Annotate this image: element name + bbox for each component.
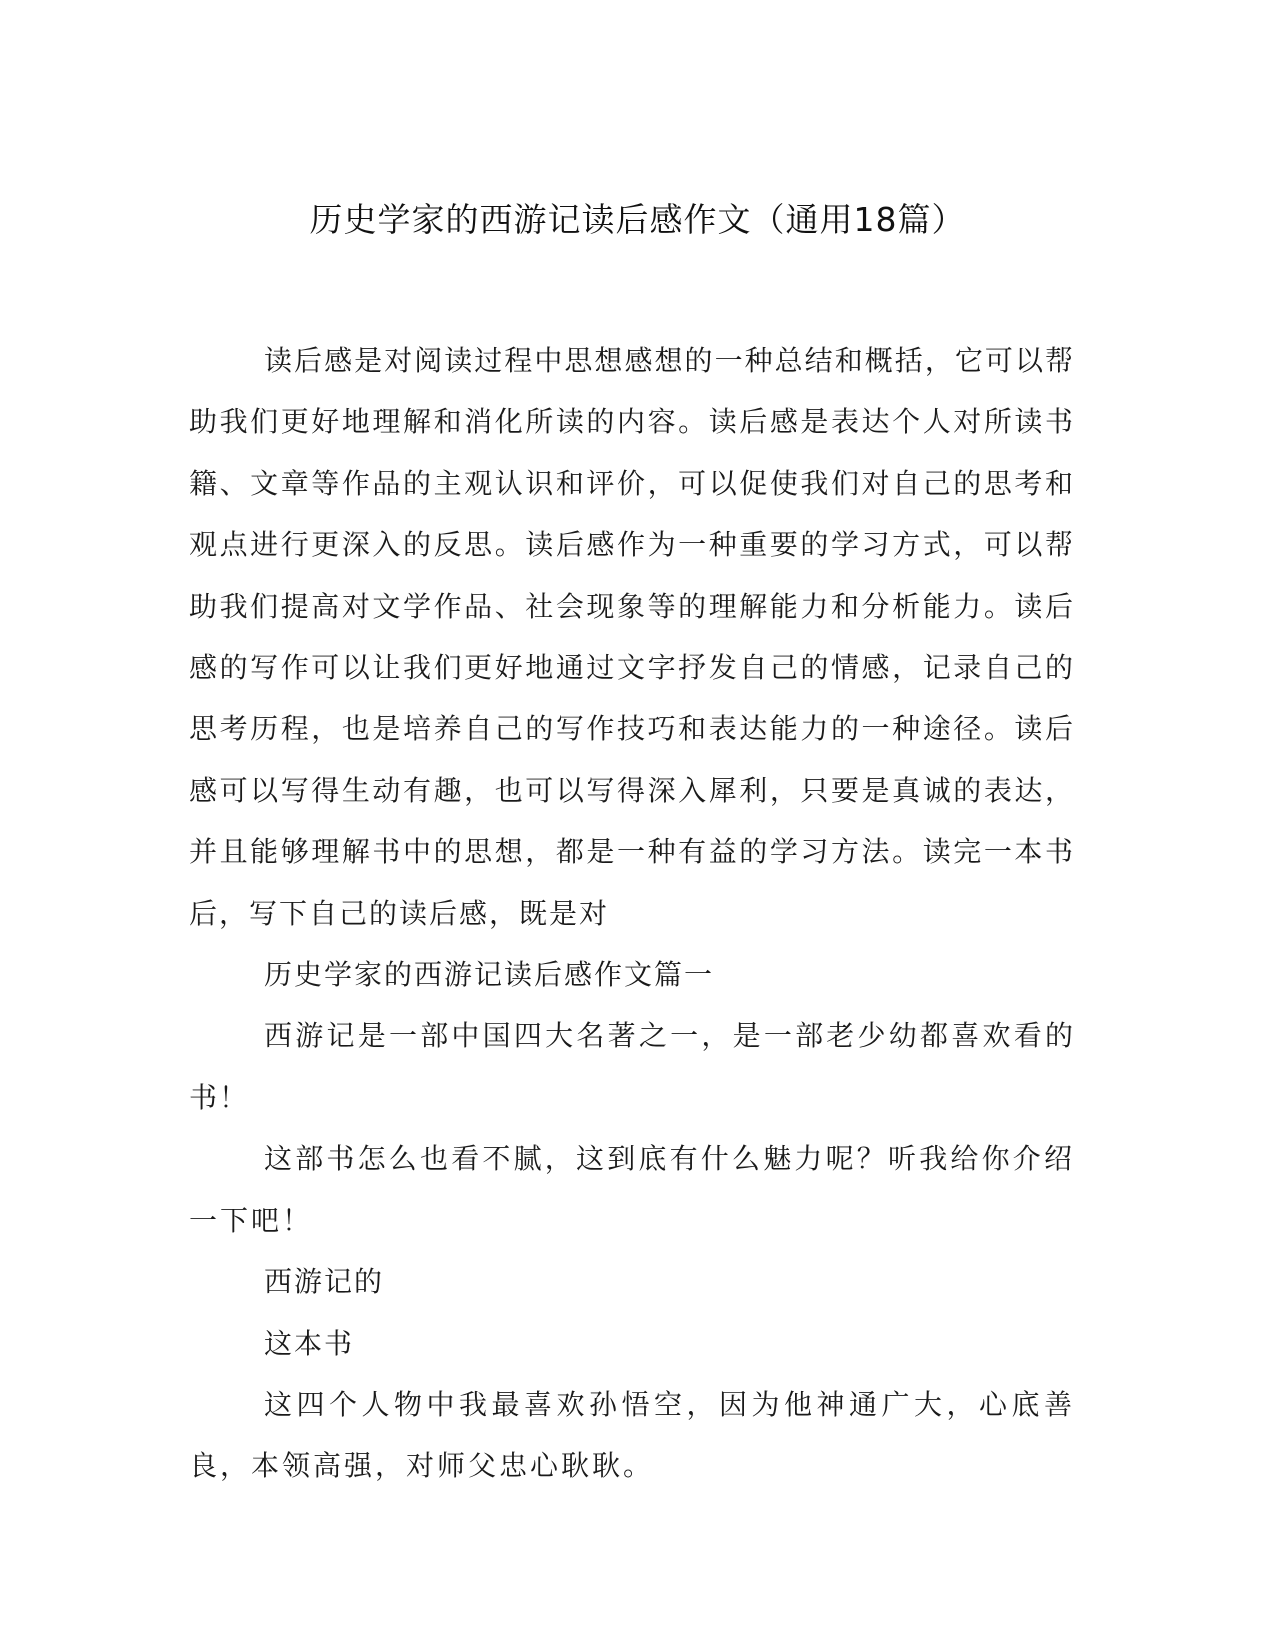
paragraph: 西游记是一部中国四大名著之一，是一部老少幼都喜欢看的书！ <box>189 1019 1075 1114</box>
intro-paragraph: 读后感是对阅读过程中思想感想的一种总结和概括，它可以帮助我们更好地理解和消化所读的内容。读后感是表达个人对所读书籍、文章等作品的主观认识和评价，可以促使我们对自己的思考和观点进行更深入的反思。读后感作为一种重要的学习方式，可以帮助我们提高对文学作品、社会现象等的理解能力和分析能力。读后感的写作可以让我们更好地通过文字抒发自己的情感，记录自己的思考历程，也是培养自己的写作技巧和表达能力的一种途径。读后感可以写得生动有趣，也可以写得深入犀利，只要是真诚的表达，并且能够理解书中的思想，都是一种有益的学习方法。读完一本书后，写下自己的读后感，既是对 <box>189 344 1075 930</box>
paragraph: 这部书怎么也看不腻，这到底有什么魅力呢？听我给你介绍一下吧！ <box>189 1142 1075 1237</box>
document-body <box>189 330 1075 1497</box>
paragraph: 这本书 <box>264 1326 355 1360</box>
paragraph: 西游记的 <box>264 1265 385 1299</box>
paragraph: 这四个人物中我最喜欢孙悟空，因为他神通广大，心底善良，本领高强，对师父忠心耿耿。 <box>189 1387 1075 1483</box>
document-title: 历史学家的西游记读后感作文（通用18篇） <box>309 200 966 239</box>
section-heading: 历史学家的西游记读后感作文篇一 <box>264 958 715 992</box>
